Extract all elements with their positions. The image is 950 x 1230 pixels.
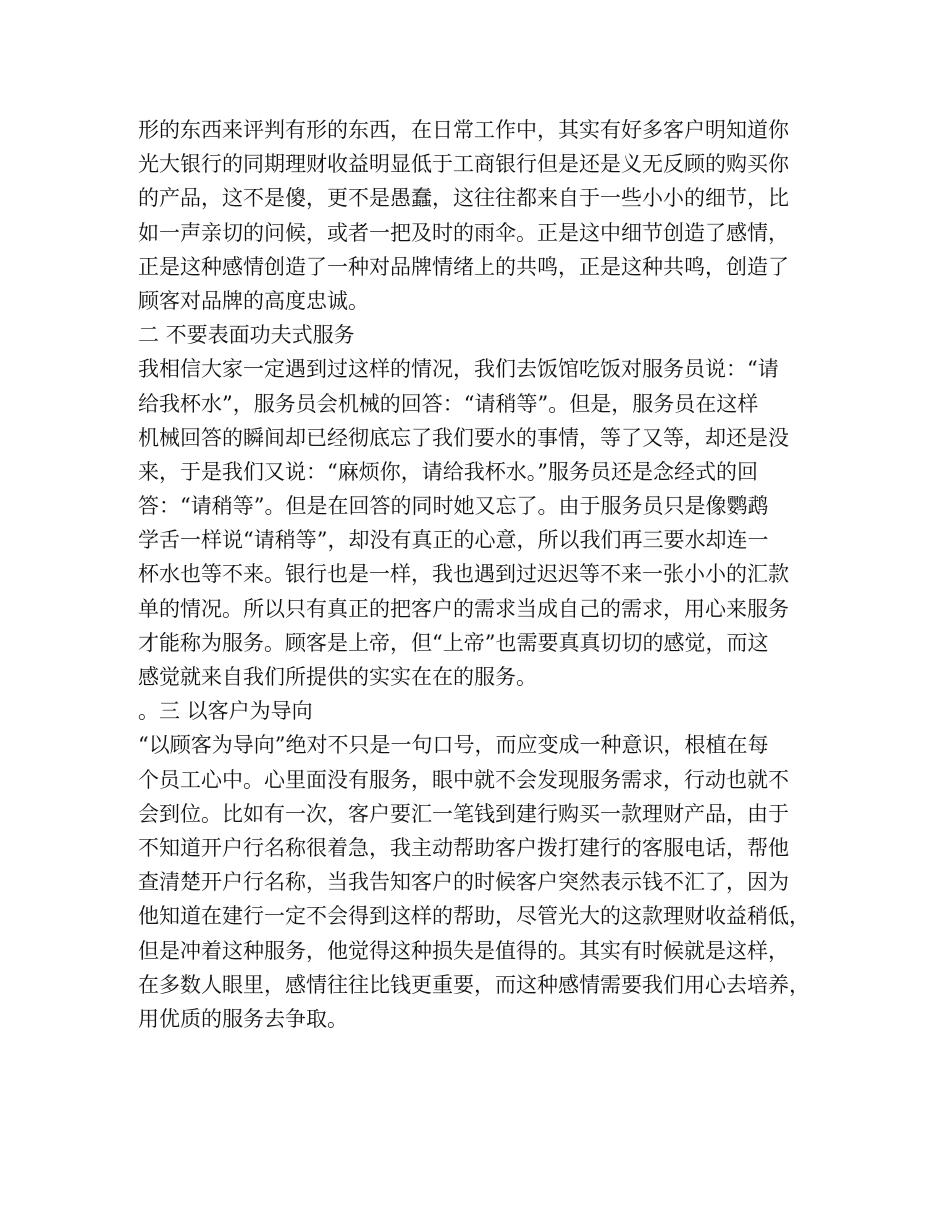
text-line: 学舌一样说“请稍等”，却没有真正的心意，所以我们再三要水却连一 (138, 528, 769, 553)
text-line: 如一声亲切的问候，或者一把及时的雨伞。正是这中细节创造了感情， (138, 220, 789, 245)
text-line: 用优质的服务去争取。 (138, 1006, 348, 1031)
text-line: 感觉就来自我们所提供的实实在在的服务。 (138, 665, 537, 689)
text-line: 在多数人眼里，感情往往比钱更重要，而这种感情需要我们用心去培养， (138, 972, 810, 997)
text-line: 来，于是我们又说：“麻烦你，请给我杯水。”服务员还是念经式的回 (138, 459, 758, 484)
text-line: 给我杯水”，服务员会机械的回答：“请稍等”。但是，服务员在这样 (138, 391, 759, 416)
text-line: 光大银行的同期理财收益明显低于工商银行但是还是义无反顾的购买你 (138, 152, 789, 177)
section-heading: 。三 以客户为导向 (138, 699, 313, 724)
text-line: 单的情况。所以只有真正的把客户的需求当成自己的需求，用心来服务 (138, 596, 789, 621)
text-line: 才能称为服务。顾客是上帝，但“上帝”也需要真真切切的感觉，而这 (138, 630, 769, 655)
text-line: 杯水也等不来。银行也是一样，我也遇到过迟迟等不来一张小小的汇款 (138, 562, 789, 587)
text-line: 答：“请稍等”。但是在回答的同时她又忘了。由于服务员只是像鹦鹉 (138, 494, 769, 519)
text-line: 我相信大家一定遇到过这样的情况，我们去饭馆吃饭对服务员说：“请 (138, 357, 779, 382)
body-text (138, 113, 828, 1036)
text-line: 正是这种感情创造了一种对品牌情绪上的共鸣，正是这种共鸣，创造了 (138, 254, 789, 279)
text-line: 会到位。比如有一次，客户要汇一笔钱到建行购买一款理财产品，由于 (138, 801, 789, 826)
text-line: 机械回答的瞬间却已经彻底忘了我们要水的事情，等了又等，却还是没 (138, 425, 789, 450)
text-line: 他知道在建行一定不会得到这样的帮助，尽管光大的这款理财收益稍低， (138, 904, 810, 929)
text-line: 查清楚开户行名称，当我告知客户的时候客户突然表示钱不汇了，因为 (138, 870, 789, 895)
section-heading: 二 不要表面功夫式服务 (138, 323, 355, 348)
text-line: 的产品，这不是傻，更不是愚蠢，这往往都来自于一些小小的细节，比 (138, 186, 789, 211)
text-line: “以顾客为导向”绝对不只是一句口号，而应变成一种意识，根植在每 (138, 733, 769, 758)
text-line: 不知道开户行名称很着急，我主动帮助客户拨打建行的客服电话，帮他 (138, 835, 789, 860)
text-line: 个员工心中。心里面没有服务，眼中就不会发现服务需求，行动也就不 (138, 767, 789, 792)
text-line: 但是冲着这种服务，他觉得这种损失是值得的。其实有时候就是这样， (138, 938, 789, 963)
text-line: 形的东西来评判有形的东西，在日常工作中，其实有好多客户明知道你 (138, 118, 789, 142)
text-line: 顾客对品牌的高度忠诚。 (138, 288, 369, 313)
